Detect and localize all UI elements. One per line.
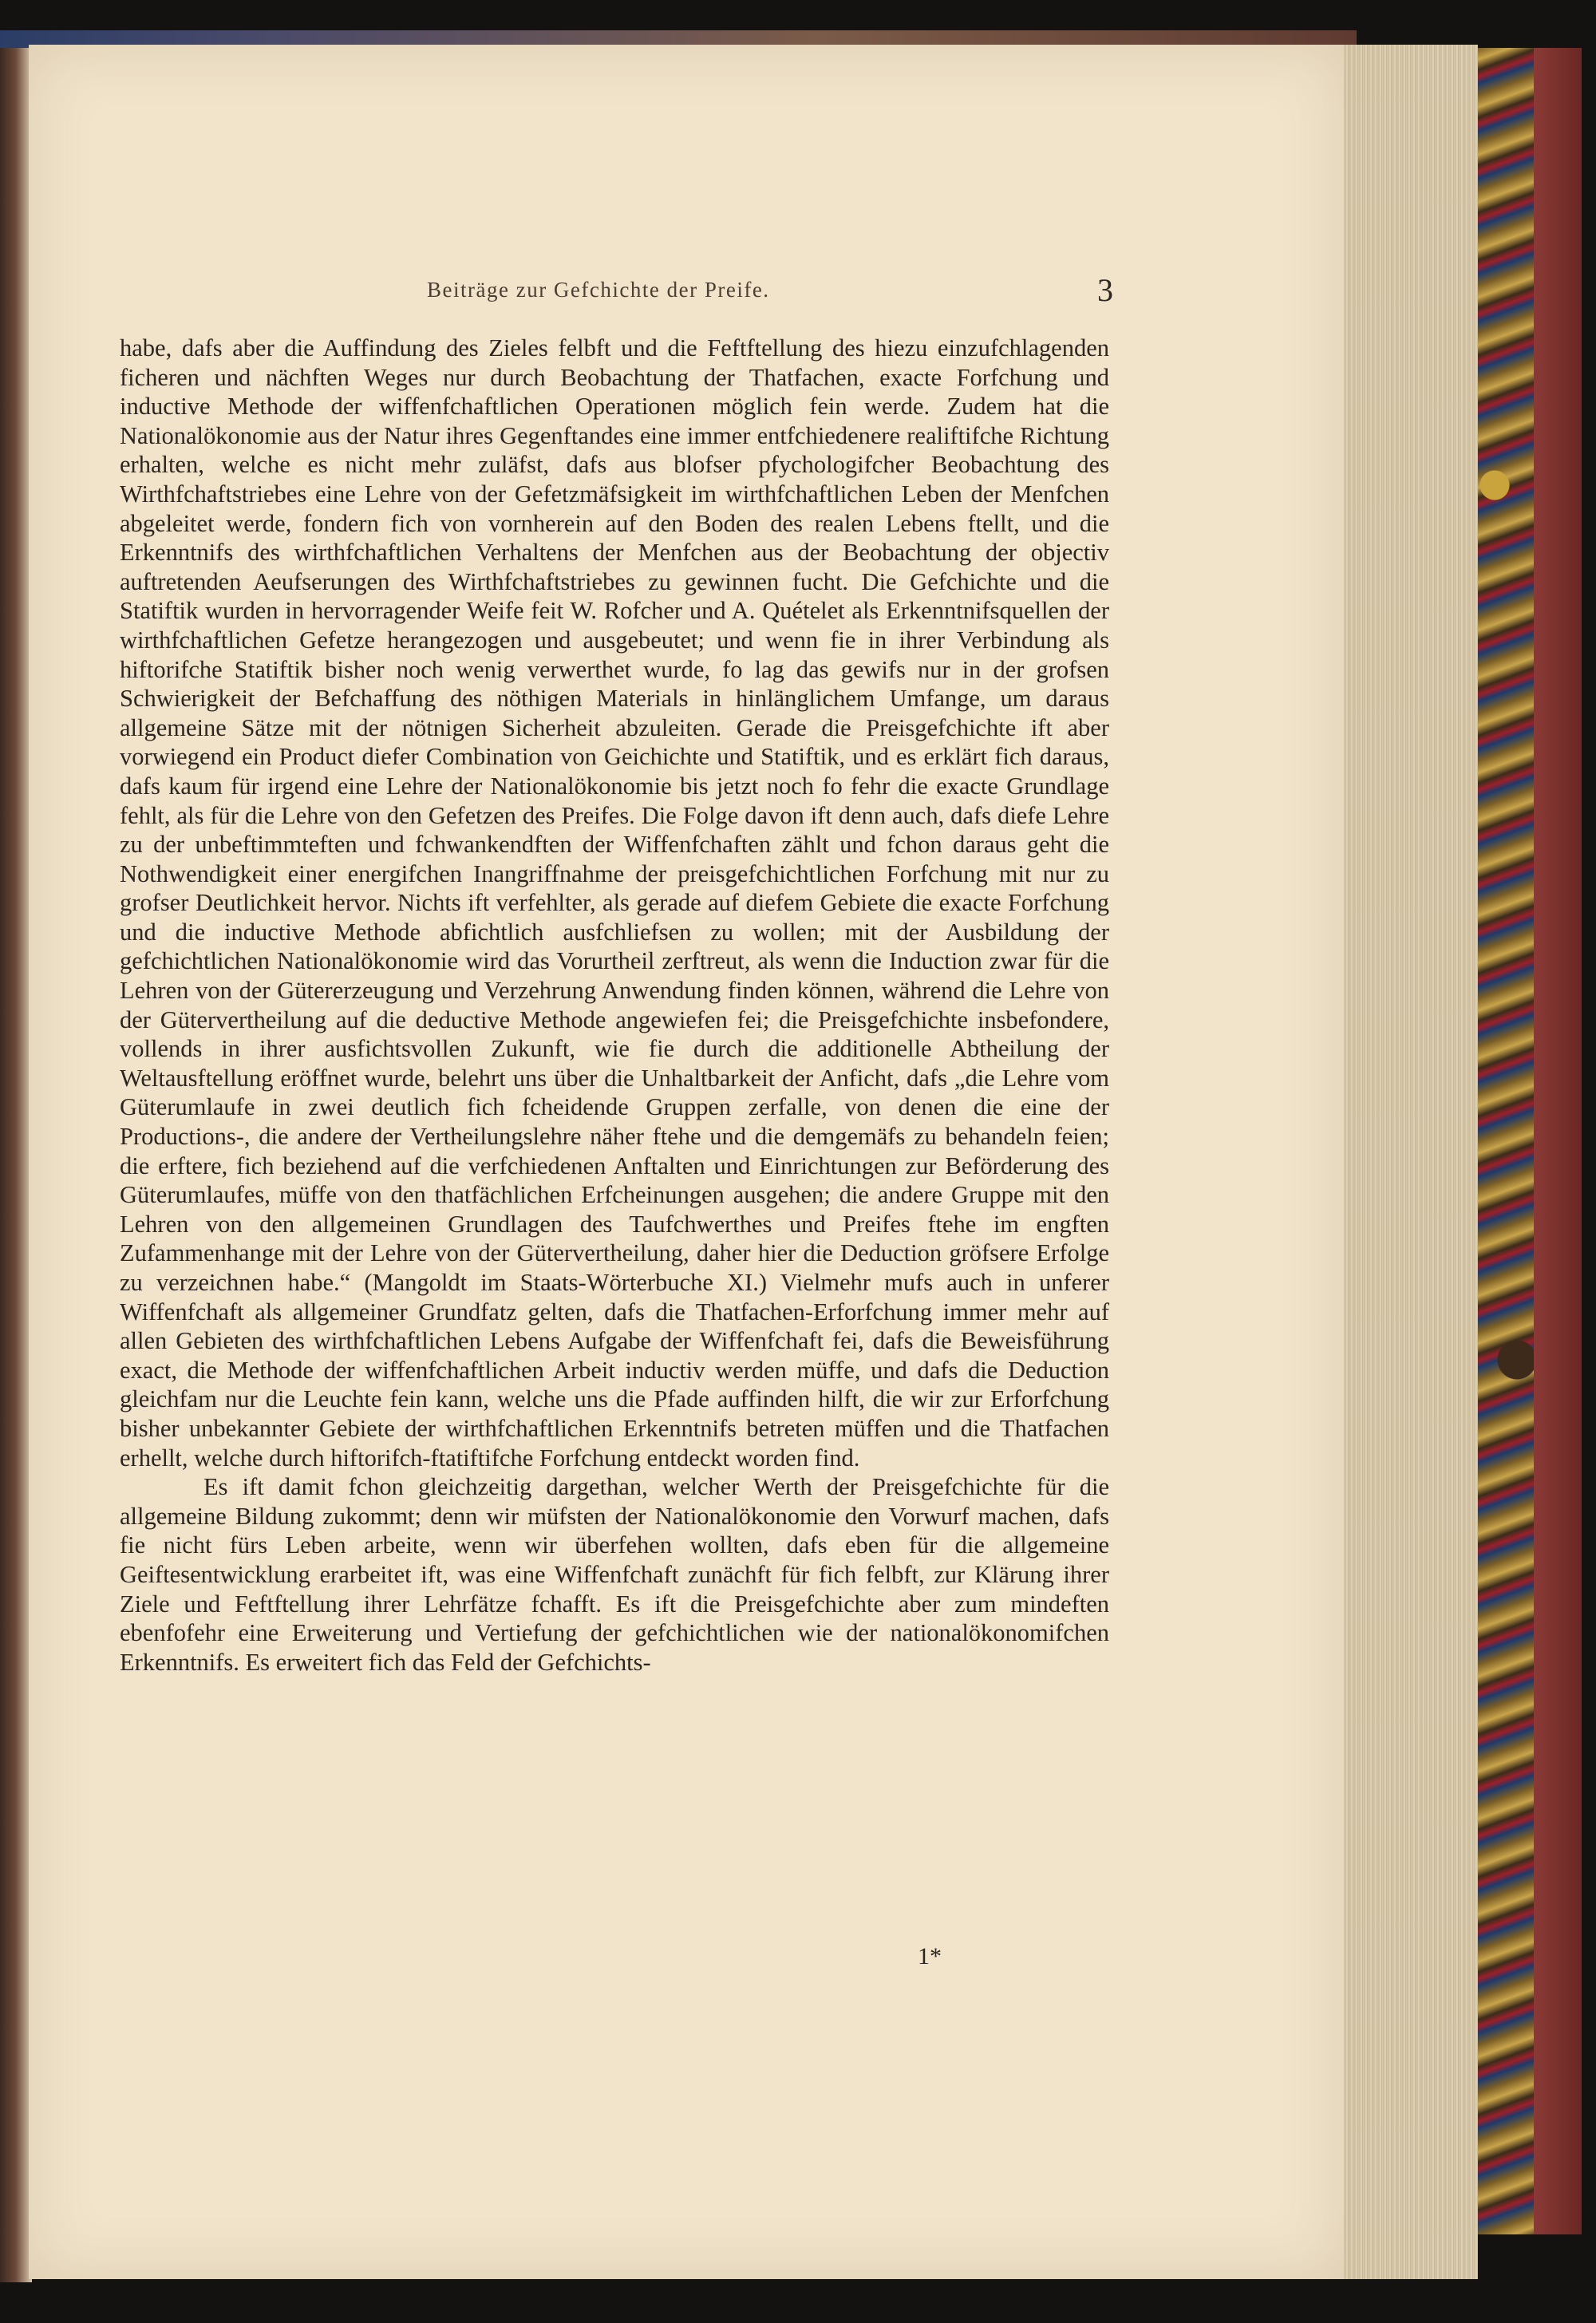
paragraph: Es ift damit fchon gleichzeitig dargethan, welcher Werth der Preisgefchichte für die allgemeine Bildung zukommt; denn wir müfsten der Nationalökonomie den Vorwurf machen, dafs fie nicht fürs Leben arbeite, wenn wir überfehen wollten, dafs eben für die allgemeine Geiftesentwicklung erarbeitet ift, was eine Wiffenfchaft zunächft für fich felbft, zur Klärung ihrer Ziele und Feftftellung ihrer Lehrfätze fchafft. Es ift die Preisgefchichte aber zum mindeften ebenfofehr eine Erweiterung und Vertiefung der gefchichtlichen wie der nationalökonomifchen Erkenntnifs. Es erweitert fich das Feld der Gefchichts-	[120, 1473, 1109, 1676]
page-header	[124, 271, 1113, 319]
book-spine-left-edge	[0, 48, 32, 2282]
paragraph: habe, dafs aber die Auffindung des Zieles felbft und die Feftftellung des hiezu einzufchlagenden ficheren und nächften Weges nur durch Beobachtung der Thatfachen, exacte Forfchung und inductive Methode der wiffenfchaftlichen Operationen möglich fein werde. Zudem hat die Nationalökonomie aus der Natur ihres Gegenftandes eine immer entfchiedenere realiftifche Richtung erhalten, welche es nicht mehr zuläfst, dafs aus blofser pfychologifcher Beobachtung des Wirthfchaftstriebes eine Lehre von der Gefetzmäfsigkeit im wirthfchaftlichen Leben der Menfchen abgeleitet werde, fondern fich von vornherein auf den Boden des realen Lebens ftellt, und die Erkenntnifs des wirthfchaftlichen Verhaltens der Menfchen aus der Beobachtung der objectiv auftretenden Aeufserungen des Wirthfchaftstriebes zu gewinnen fucht. Die Gefchichte und die Statiftik wurden in hervorragender Weife feit W. Rofcher und A. Quételet als Erkenntnifsquellen der wirthfchaftlichen Gefetze herangezogen und ausgebeutet; und wenn fie in ihrer Verbindung als hiftorifche Statiftik bisher noch wenig verwerthet wurde, fo lag das gewifs nur in der grofsen Schwierigkeit der Befchaffung des nöthigen Materials in hinlänglichem Umfange, um daraus allgemeine Sätze mit der nötnigen Sicherheit abzuleiten. Gerade die Preisgefchichte ift aber vorwiegend ein Product diefer Combination von Geichichte und Statiftik, und es erklärt fich daraus, dafs kaum für irgend eine Lehre der Nationalökonomie bis jetzt noch fo fehr die exacte Grundlage fehlt, als für die Lehre von den Gefetzen des Preifes. Die Folge davon ift denn auch, dafs diefe Lehre zu der unbeftimmteften und fchwankendften der Wiffenfchaften zählt und fchon daraus geht die Nothwendigkeit einer energifchen Inangriffnahme der preisgefchichtlichen Forfchung mit nur zu grofser Deutlichkeit hervor. Nichts ift verfehlter, als gerade auf diefem Gebiete die exacte Forfchung und die inductive Methode abfichtlich ausfchliefsen zu wollen; mit der Ausbildung der gefchichtlichen Nationalökonomie wird das Vorurtheil zerftreut, als wenn die Induction zwar für die Lehren von der Gütererzeugung und Verzehrung Anwendung finden können, während die Lehre von der Gütervertheilung auf die deductive Methode angewiefen fei; die Preisgefchichte insbefondere, vollends in ihrer ausfichtsvollen Zukunft, wie fie durch die additionelle Abtheilung der Weltausftellung eröffnet wurde, belehrt uns über die Unhaltbarkeit der Anficht, dafs „die Lehre vom Güterumlaufe in zwei deutlich fich fcheidende Gruppen zerfalle, von denen die eine der Productions-, die andere der Vertheilungslehre näher ftehe und die demgemäfs zu behandeln feien; die erftere, fich beziehend auf die verfchiedenen Anftalten und Einrichtungen zur Beförderung des Güterumlaufes, müffe von den thatfächlichen Erfcheinungen ausgehen; die andere Gruppe mit den Lehren von den allgemeinen Grundlagen des Taufchwerthes und Preifes ftehe im engften Zufammenhange mit der Lehre von der Gütervertheilung, daher hier die Deduction gröfsere Erfolge zu verzeichnen habe.“ (Mangoldt im Staats-Wörterbuche XI.) Vielmehr mufs auch in unferer Wiffenfchaft als allgemeiner Grundfatz gelten, dafs die Thatfachen-Erforfchung immer mehr auf allen Gebieten des wirthfchaftlichen Lebens Aufgabe der Wiffenfchaft fei, dafs die Beweisführung exact, die Methode der wiffenfchaftlichen Arbeit inductiv werden müffe, und dafs die Deduction gleichfam nur die Leuchte fein kann, welche uns die Pfade auffinden hilft, die wir zur Erforfchung bisher unbekannter Gebiete der wirthfchaftlichen Erkenntnifs betreten müffen und die Thatfachen erhellt, welche durch hiftorifch-ftatiftifche Forfchung entdeckt worden find.	[120, 334, 1109, 1472]
signature-mark: 1*	[918, 1943, 942, 1969]
cover-board-edge	[1534, 48, 1582, 2234]
body-text	[120, 334, 1109, 1677]
page-stack-edge	[1344, 45, 1478, 2279]
marbled-cover-edge	[1478, 48, 1534, 2234]
page-number: 3	[1097, 272, 1113, 308]
running-head: Beiträge zur Gefchichte der Preife.	[427, 278, 770, 302]
